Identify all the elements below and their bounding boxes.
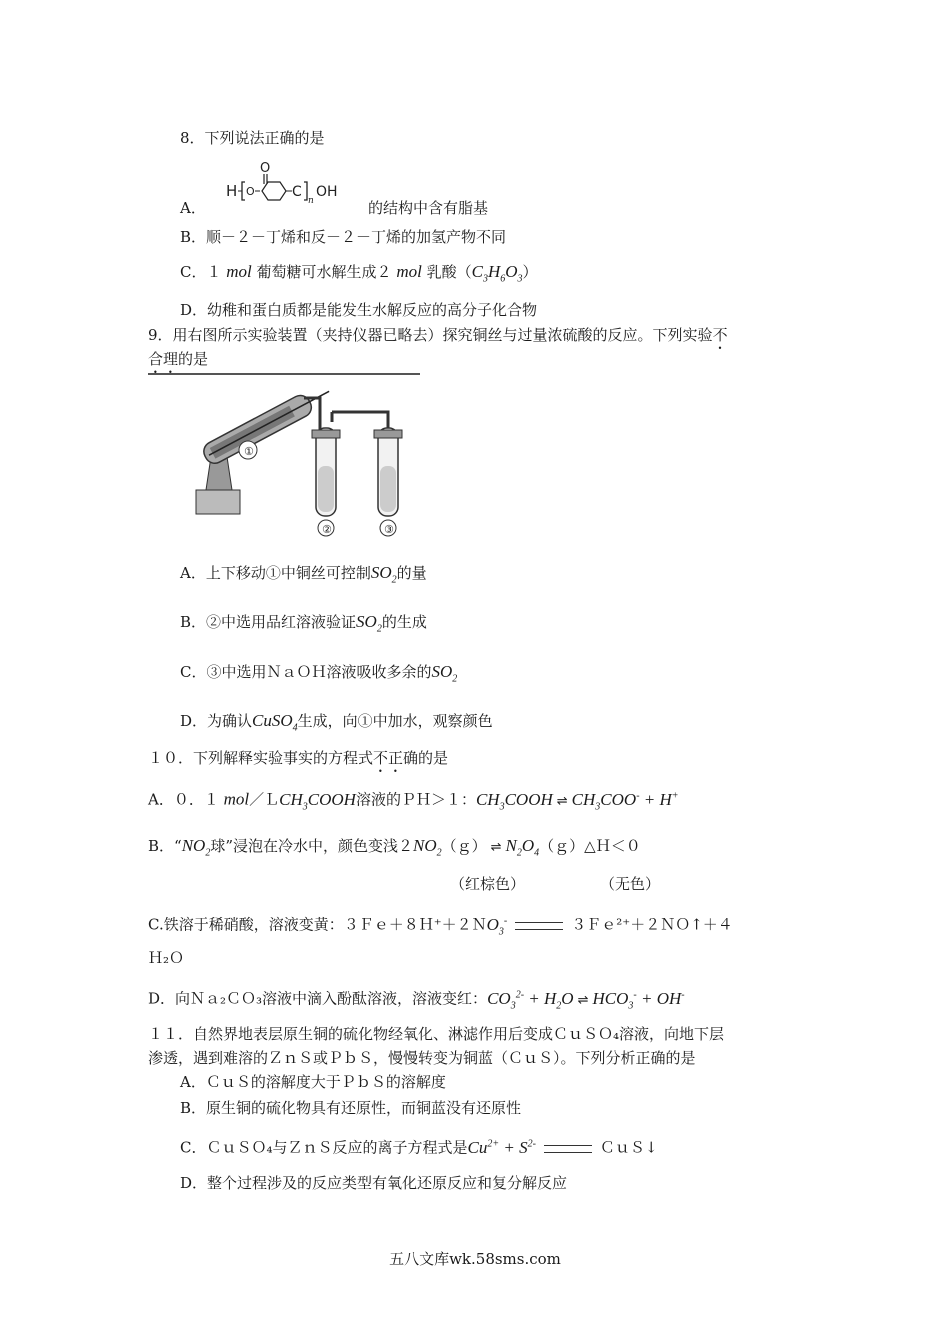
- svg-text:OH: OH: [316, 184, 338, 200]
- q9-stem-line1: [148, 325, 728, 353]
- q10-option-c-h2o: Ｈ₂Ｏ: [148, 949, 185, 967]
- so2-formula: $SO_2$: [356, 612, 382, 635]
- q8-lactic-acid-formula: $C_3H_6O_3$: [471, 262, 523, 285]
- q8-option-c-close: ）: [522, 263, 538, 281]
- q8-option-c-mol-1: mol: [226, 262, 252, 281]
- q8-structure-figure: [226, 160, 366, 208]
- q8-option-b: B．顺－２－丁烯和反－２－丁烯的加氢产物不同: [180, 228, 507, 246]
- q9-option-a-post: 的量: [396, 564, 427, 582]
- acetic-acid-formula: $CH_3COOH$: [475, 789, 553, 813]
- q9-label-2: ②: [322, 523, 332, 536]
- q10-option-b-gas-1: （ｇ）: [441, 837, 487, 855]
- q10-option-a-pre: A．０．１: [148, 790, 219, 809]
- q8-option-d: D．幼稚和蛋白质都是能发生水解反应的高分子化合物: [180, 301, 538, 319]
- q8-option-a: [180, 198, 206, 218]
- q9-option-d-pre: D．为确认: [180, 712, 253, 730]
- cu-s-ion-formula: $Cu^{2+} + S^{2-}$: [467, 1137, 536, 1157]
- q10-label-colorless: （无色）: [600, 875, 661, 893]
- reversible-arrow-icon: ⇌: [577, 992, 589, 1008]
- no2-formula: $NO_2$: [181, 836, 211, 859]
- q10-option-b-gas-2: （ｇ）△Ｈ＜０: [539, 837, 641, 855]
- cuso4-formula: CuSO$_4$: [252, 711, 298, 734]
- q8-option-c-post: 乳酸（: [426, 263, 472, 281]
- q8-option-c-mid: 葡萄糖可水解生成２: [256, 263, 392, 281]
- q11-option-a: A．ＣｕＳ的溶解度大于ＰｂＳ的溶解度: [180, 1073, 446, 1091]
- q10-option-d: [148, 985, 685, 1016]
- nitrate-formula: $O_3^-$: [486, 914, 508, 938]
- q10-option-a-unit: mol: [223, 789, 250, 809]
- page-footer[interactable]: 五八文库wk.58sms.com: [389, 1250, 561, 1268]
- q10-option-b-pre: B．“: [148, 837, 182, 855]
- q11-option-c-post: ＣｕＳ↓: [599, 1138, 658, 1157]
- q10-option-d-pre: D．向Ｎａ₂ＣＯ₃溶液中滴入酚酞溶液，溶液变红：: [148, 989, 488, 1008]
- q10-option-c: [148, 911, 733, 942]
- q9-option-c: [180, 662, 457, 689]
- q9-option-b: [180, 612, 427, 639]
- q10-stem-post: 确的是: [403, 749, 449, 767]
- svg-text:H: H: [226, 182, 238, 200]
- reversible-arrow-icon: ⇌: [490, 840, 502, 855]
- so2-formula: $SO_2$: [431, 662, 458, 685]
- q10-option-b-mid: 球”浸泡在冷水中，颜色变浅２: [210, 837, 413, 855]
- q8-option-c-mol-2: mol: [396, 262, 422, 281]
- acetic-acid-formula: $CH_3COOH$: [279, 789, 356, 813]
- q9-option-d: [180, 711, 493, 738]
- q9-option-b-pre: B．②中选用品红溶液验证: [180, 613, 357, 631]
- q8-option-c: [180, 262, 538, 289]
- svg-text:C: C: [292, 184, 302, 200]
- equals-arrow-icon: [544, 1145, 592, 1153]
- q8-option-c-pre: C．１: [180, 263, 222, 281]
- q8-stem: 8．下列说法正确的是: [180, 129, 325, 147]
- q9-option-a: [180, 563, 427, 590]
- q11-stem-line2: 渗透，遇到难溶的ＺｎＳ或ＰｂＳ，慢慢转变为铜蓝（ＣｕＳ）。下列分析正确的是: [148, 1049, 696, 1067]
- q9-stem-emphasis-heli: 合理: [148, 350, 179, 368]
- q10-option-c-pre: C.铁溶于稀硝酸，溶液变黄：３Ｆｅ＋８Ｈ⁺＋２Ｎ: [148, 915, 487, 934]
- bicarbonate-formula: $HCO_3^- + OH^-$: [592, 988, 685, 1012]
- q11-option-b: B．原生铜的硫化物具有还原性，而铜蓝没有还原性: [180, 1099, 522, 1117]
- q9-label-1: ①: [244, 445, 254, 458]
- q9-option-d-post: 生成，向①中加水，观察颜色: [297, 712, 493, 730]
- q10-option-a: [148, 786, 679, 817]
- q8-option-a-text: 的结构中含有脂基: [368, 199, 489, 217]
- equals-arrow-icon: [515, 922, 563, 930]
- acetate-ion-formula: $CH_3COO^- + H^+$: [571, 789, 679, 813]
- q9-stem-emphasis-bu: 不: [712, 326, 728, 344]
- q9-option-b-post: 的生成: [381, 613, 427, 631]
- q10-label-red-brown: （红棕色）: [450, 875, 526, 893]
- q11-option-c-pre: C．ＣｕＳＯ₄与ＺｎＳ反应的离子方程式是: [180, 1138, 468, 1157]
- q9-label-3: ③: [384, 523, 394, 536]
- figure-top-rule: [148, 373, 420, 375]
- reversible-arrow-icon: ⇌: [556, 793, 568, 809]
- q10-stem: [148, 748, 448, 776]
- so2-formula: $SO_2$: [370, 563, 397, 586]
- q11-stem-line1: １１．自然界地表层原生铜的硫化物经氧化、淋滤作用后变成ＣｕＳＯ₄溶液，向地下层: [148, 1025, 725, 1043]
- q9-stem-line2-rest: 的是: [178, 350, 209, 368]
- q9-apparatus-figure: [192, 378, 412, 538]
- q11-option-c: [180, 1134, 658, 1158]
- q9-option-a-pre: A．上下移动①中铜丝可控制: [180, 564, 371, 582]
- carbonate-formula: $CO_3^{2-} + H_2O$: [487, 988, 574, 1012]
- q10-option-b: [148, 836, 641, 863]
- q10-option-c-post: ３Ｆｅ²⁺＋２ＮＯ↑＋４: [571, 915, 733, 934]
- svg-text:n: n: [308, 196, 314, 206]
- q10-stem-pre: １０．下列解释实验事实的方程式: [148, 749, 374, 767]
- q8-option-a-label: A．: [180, 199, 206, 217]
- q10-stem-emphasis: 不正: [373, 749, 404, 767]
- no2-formula: $NO_2$: [413, 836, 442, 859]
- q9-option-c-pre: C．③中选用ＮａＯＨ溶液吸收多余的: [180, 663, 432, 681]
- q11-option-d: D．整个过程涉及的反应类型有氧化还原反应和复分解反应: [180, 1174, 568, 1192]
- n2o4-formula: $N_2O_4$: [505, 836, 540, 859]
- q10-option-a-mid: ／Ｌ: [249, 790, 280, 809]
- svg-text:O: O: [260, 161, 271, 176]
- svg-text:O: O: [246, 185, 255, 198]
- q9-stem-line1-text: 9．用右图所示实验装置（夹持仪器已略去）探究铜丝与过量浓硫酸的反应。下列实验: [148, 326, 713, 344]
- q10-option-a-mid2: 溶液的ＰＨ＞１：: [355, 790, 476, 809]
